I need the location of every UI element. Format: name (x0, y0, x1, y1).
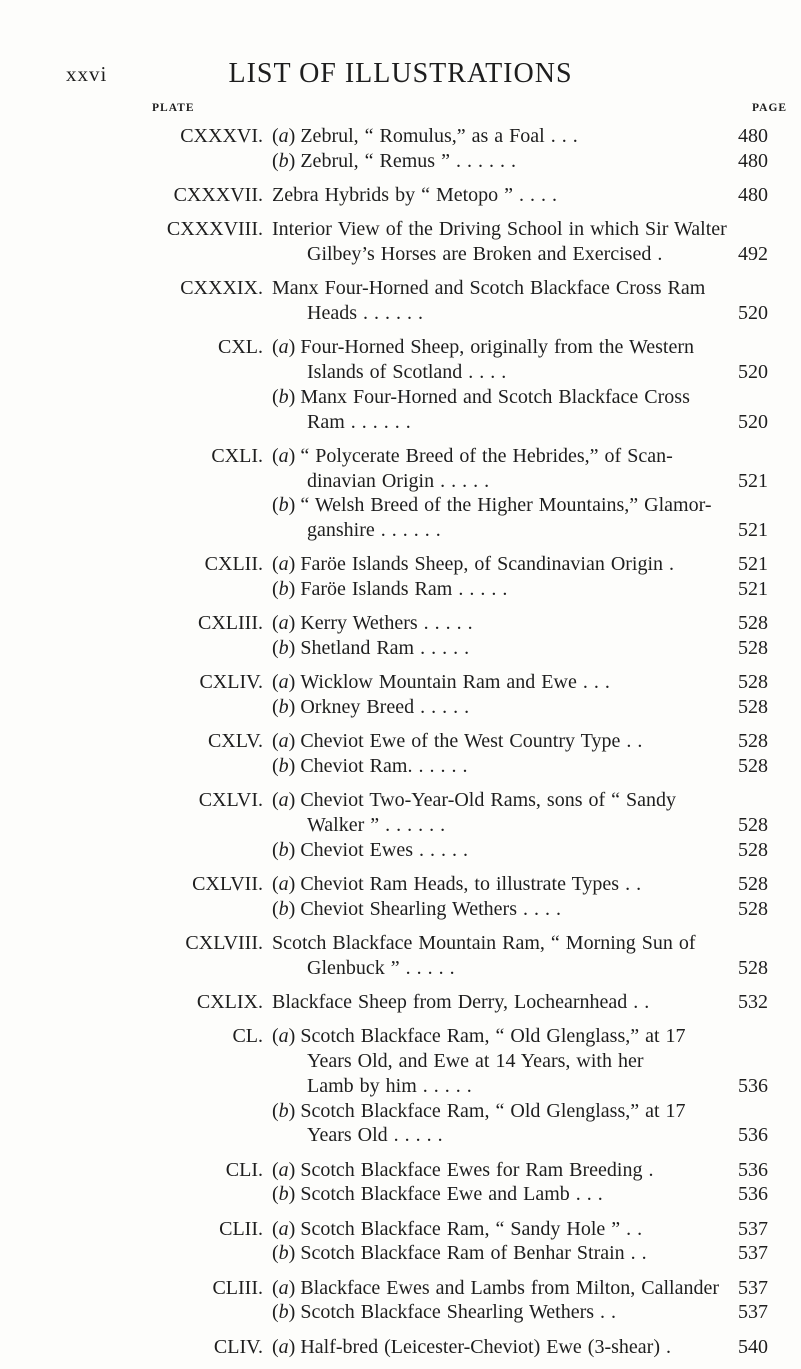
entry-title: Scotch Blackface Ram, “ Old Glenglass,” at 17 (300, 1025, 686, 1048)
entry-title: Four-Horned Sheep, originally from the Western (300, 336, 694, 359)
entry-line (0, 931, 801, 956)
sub-label: (a) (272, 789, 296, 812)
entry-line (0, 1123, 801, 1148)
entry-title: Manx Four-Horned and Scotch Blackface Cross Ram (272, 277, 706, 300)
entry-line (0, 1335, 801, 1360)
entry-line (0, 838, 801, 863)
entry-text (307, 360, 506, 385)
entry-line (0, 301, 801, 326)
page-column-header: PAGE (752, 102, 788, 114)
page-title: LIST OF ILLUSTRATIONS (228, 58, 573, 89)
entry-title: Wicklow Mountain Ram and Ewe . . . (300, 671, 610, 694)
entry-line (0, 695, 801, 720)
plate-number: CLIV. (213, 1335, 263, 1358)
plate-number: CXXXVIII. (166, 218, 263, 241)
entry-text (272, 1335, 671, 1360)
entry-title: “ Polycerate Breed of the Hebrides,” of Scan- (300, 444, 673, 467)
entry-line (0, 410, 801, 435)
entry-title: Interior View of the Driving School in which Sir Walter (272, 218, 727, 241)
entry-title: Scotch Blackface Shearling Wethers . . (300, 1301, 617, 1324)
entry-text (272, 217, 727, 242)
entry-line (0, 636, 801, 661)
plate-entry (0, 931, 801, 981)
sub-label: (a) (272, 730, 296, 753)
entry-title: Walker ” . . . . . . (307, 814, 446, 837)
plate-number: CXLVI. (198, 789, 263, 812)
plate-entry (0, 788, 801, 862)
entry-text (307, 301, 423, 326)
plate-entry (0, 552, 801, 602)
entry-text (272, 1241, 647, 1266)
page-reference: 528 (738, 897, 768, 920)
entry-title: dinavian Origin . . . . . (307, 469, 490, 492)
sub-label: (b) (272, 1183, 296, 1206)
entry-line (0, 335, 801, 360)
entry-text (272, 670, 610, 695)
entry-line (0, 788, 801, 813)
entry-text (272, 754, 467, 779)
page-reference: 492 (738, 242, 768, 265)
sub-label: (a) (272, 1276, 296, 1299)
page-reference: 536 (738, 1158, 768, 1181)
plate-entry (0, 872, 801, 922)
entry-line (0, 956, 801, 981)
page-reference: 540 (738, 1335, 768, 1358)
plate-entry (0, 444, 801, 543)
page-number: xxvi (66, 62, 108, 86)
plate-entry (0, 217, 801, 267)
entry-text (272, 788, 676, 813)
entry-line (0, 611, 801, 636)
sub-label: (b) (272, 385, 296, 408)
sub-label: (b) (272, 838, 296, 861)
plate-entry (0, 1335, 801, 1360)
entry-line (0, 1241, 801, 1266)
plate-number: CXLVII. (192, 873, 263, 896)
entry-title: Cheviot Ewes . . . . . (300, 838, 468, 861)
plate-number: CXXXVI. (180, 125, 263, 147)
entry-text (272, 990, 649, 1015)
entry-text (272, 1300, 616, 1325)
entry-text (272, 897, 561, 922)
entry-line (0, 124, 801, 149)
entry-title: Zebrul, “ Romulus,” as a Foal . . . (300, 125, 578, 147)
entry-title: Gilbey’s Horses are Broken and Exercised . (307, 242, 663, 265)
page-reference: 528 (738, 814, 768, 837)
entry-text (272, 149, 516, 174)
entry-line (0, 813, 801, 838)
entry-text (272, 872, 641, 897)
plate-number: CXL. (218, 336, 263, 359)
sub-label: (a) (272, 1025, 296, 1048)
entry-line (0, 518, 801, 543)
page-reference: 536 (738, 1124, 768, 1147)
entry-text (272, 1024, 686, 1049)
entry-line (0, 1074, 801, 1099)
entry-title: Kerry Wethers . . . . . (300, 612, 473, 635)
entry-line (0, 577, 801, 602)
entry-line (0, 670, 801, 695)
entry-title: Zebra Hybrids by “ Metopo ” . . . . (272, 183, 558, 206)
plate-number: CXLIII. (198, 612, 263, 635)
plate-entry (0, 1024, 801, 1148)
entry-title: Half-bred (Leicester-Cheviot) Ewe (3-shear) . (300, 1335, 671, 1358)
entry-text (272, 838, 468, 863)
entry-line (0, 1182, 801, 1207)
page-reference: 528 (738, 730, 768, 753)
entry-line (0, 385, 801, 410)
page-reference: 528 (738, 873, 768, 896)
entry-title: Blackface Ewes and Lambs from Milton, Callander (300, 1276, 719, 1299)
page-reference: 521 (738, 578, 768, 601)
entry-text (272, 1158, 653, 1183)
entry-title: Faröe Islands Ram . . . . . (300, 578, 508, 601)
plate-entry (0, 990, 801, 1015)
plate-number: CXXXIX. (180, 277, 263, 300)
entry-line (0, 1049, 801, 1074)
plate-number: CXLI. (211, 444, 263, 467)
entry-text (307, 469, 489, 494)
entry-text (307, 956, 455, 981)
page-reference: 528 (738, 637, 768, 660)
entry-title: Zebrul, “ Remus ” . . . . . . (300, 149, 516, 172)
page-reference: 537 (738, 1242, 768, 1265)
entry-line (0, 1024, 801, 1049)
entry-title: Orkney Breed . . . . . (300, 696, 470, 719)
page-reference: 528 (738, 612, 768, 635)
entry-line (0, 729, 801, 754)
sub-label: (a) (272, 671, 296, 694)
entry-title: Glenbuck ” . . . . . (307, 956, 455, 979)
entry-title: Blackface Sheep from Derry, Lochearnhead . . (272, 990, 650, 1013)
entry-line (0, 754, 801, 779)
entry-title: Islands of Scotland . . . . (307, 360, 507, 383)
entry-text (272, 611, 473, 636)
entry-title: Scotch Blackface Ewes for Ram Breeding . (300, 1158, 654, 1181)
entry-line (0, 872, 801, 897)
entry-line (0, 897, 801, 922)
plate-entry (0, 729, 801, 779)
plate-entry (0, 276, 801, 326)
sub-label: (b) (272, 897, 296, 920)
entry-text (272, 183, 557, 208)
plate-number: CXLV. (207, 730, 263, 753)
page-reference: 528 (738, 956, 768, 979)
entry-title: ganshire . . . . . . (307, 519, 441, 542)
entry-line (0, 1099, 801, 1124)
entry-text (307, 813, 445, 838)
page-reference: 480 (738, 183, 768, 206)
entry-line (0, 1158, 801, 1183)
sub-label: (a) (272, 612, 296, 635)
entry-text (272, 385, 690, 410)
entry-line (0, 1276, 801, 1301)
entry-text (307, 1074, 472, 1099)
entry-text (272, 444, 673, 469)
page-reference: 520 (738, 301, 768, 324)
entry-text (272, 276, 705, 301)
page-reference: 528 (738, 671, 768, 694)
plate-entry (0, 670, 801, 720)
entry-text (307, 242, 662, 267)
entry-text (272, 636, 469, 661)
entry-text (307, 518, 441, 543)
plate-number: CXLVIII. (185, 932, 263, 954)
entry-line (0, 493, 801, 518)
entry-title: Cheviot Ram Heads, to illustrate Types . . (300, 873, 642, 896)
page-reference: 520 (738, 410, 768, 433)
page-reference: 536 (738, 1183, 768, 1206)
entry-text (272, 695, 469, 720)
sub-label: (b) (272, 637, 296, 660)
sub-label: (b) (272, 578, 296, 601)
plate-number: CL. (232, 1025, 263, 1048)
entry-title: Cheviot Ram. . . . . . (300, 755, 468, 778)
entry-line (0, 552, 801, 577)
entry-line (0, 444, 801, 469)
entry-line (0, 183, 801, 208)
entry-title: Faröe Islands Sheep, of Scandinavian Origin . (300, 553, 675, 576)
plate-number: CXLIX. (196, 990, 263, 1013)
page-reference: 537 (738, 1276, 768, 1299)
entry-title: Shetland Ram . . . . . (300, 637, 470, 660)
sub-label: (a) (272, 336, 296, 359)
entry-title: Heads . . . . . . (307, 301, 423, 324)
page-reference: 480 (738, 125, 768, 147)
entry-title: Scotch Blackface Mountain Ram, “ Morning Sun of (272, 932, 696, 954)
plate-number: CLI. (225, 1158, 263, 1181)
plate-number: CLIII. (212, 1276, 263, 1299)
plate-number: CXLII. (204, 553, 263, 576)
sub-label: (b) (272, 1301, 296, 1324)
plate-entry (0, 183, 801, 208)
entry-title: Years Old . . . . . (307, 1124, 443, 1147)
entry-text (272, 552, 674, 577)
sub-label: (b) (272, 696, 296, 719)
page-reference: 528 (738, 838, 768, 861)
sub-label: (b) (272, 755, 296, 778)
page-reference: 521 (738, 469, 768, 492)
entry-title: Cheviot Shearling Wethers . . . . (300, 897, 561, 920)
page-reference: 537 (738, 1301, 768, 1324)
entry-text (307, 410, 411, 435)
page-reference: 532 (738, 990, 768, 1013)
sub-label: (b) (272, 494, 296, 517)
entry-title: Cheviot Two-Year-Old Rams, sons of “ Sandy (300, 789, 677, 812)
entry-line (0, 360, 801, 385)
entry-line (0, 149, 801, 174)
page-reference: 528 (738, 696, 768, 719)
entry-title: Lamb by him . . . . . (307, 1074, 472, 1097)
column-headers (0, 102, 801, 118)
entry-title: Scotch Blackface Ewe and Lamb . . . (300, 1183, 603, 1206)
entry-title: Scotch Blackface Ram, “ Sandy Hole ” . . (300, 1217, 643, 1240)
illustrations-list (0, 124, 801, 1369)
entry-title: Manx Four-Horned and Scotch Blackface Cross (300, 385, 690, 408)
entry-text (272, 1182, 603, 1207)
page-reference: 520 (738, 360, 768, 383)
sub-label: (a) (272, 1217, 296, 1240)
entry-title: Scotch Blackface Ram of Benhar Strain . . (300, 1242, 647, 1265)
plate-entry (0, 124, 801, 174)
plate-number: CXXXVII. (173, 183, 263, 206)
entry-title: Ram . . . . . . (307, 410, 411, 433)
entry-text (272, 124, 578, 149)
entry-line (0, 276, 801, 301)
page-reference: 521 (738, 519, 768, 542)
sub-label: (b) (272, 149, 296, 172)
entry-title: Years Old, and Ewe at 14 Years, with her (307, 1049, 644, 1072)
entry-title: Scotch Blackface Ram, “ Old Glenglass,” at 17 (300, 1099, 686, 1122)
entry-text (307, 1049, 643, 1074)
entry-text (272, 1217, 642, 1242)
entry-line (0, 990, 801, 1015)
entry-title: “ Welsh Breed of the Higher Mountains,” Glamor- (300, 494, 712, 517)
entry-line (0, 1217, 801, 1242)
plate-column-header: PLATE (152, 102, 195, 114)
plate-entry (0, 1276, 801, 1326)
page-header (0, 58, 801, 94)
sub-label: (b) (272, 1099, 296, 1122)
sub-label: (a) (272, 444, 296, 467)
plate-number: CXLIV. (199, 671, 263, 694)
entry-text (272, 1099, 686, 1124)
sub-label: (a) (272, 553, 296, 576)
entry-line (0, 217, 801, 242)
plate-entry (0, 611, 801, 661)
entry-text (307, 1123, 443, 1148)
sub-label: (a) (272, 125, 296, 147)
page-reference: 480 (738, 149, 768, 172)
plate-entry (0, 335, 801, 434)
entry-text (272, 335, 694, 360)
plate-entry (0, 1158, 801, 1208)
page-reference: 521 (738, 553, 768, 576)
entry-line (0, 242, 801, 267)
entry-line (0, 1300, 801, 1325)
entry-text (272, 577, 507, 602)
entry-text (272, 729, 642, 754)
page-reference: 528 (738, 755, 768, 778)
entry-text (272, 1276, 719, 1301)
entry-text (272, 931, 696, 956)
sub-label: (a) (272, 873, 296, 896)
sub-label: (a) (272, 1158, 296, 1181)
entry-line (0, 469, 801, 494)
entry-text (272, 493, 712, 518)
entry-title: Cheviot Ewe of the West Country Type . . (300, 730, 643, 753)
page-reference: 537 (738, 1217, 768, 1240)
plate-number: CLII. (219, 1217, 263, 1240)
sub-label: (b) (272, 1242, 296, 1265)
sub-label: (a) (272, 1335, 296, 1358)
page-reference: 536 (738, 1074, 768, 1097)
